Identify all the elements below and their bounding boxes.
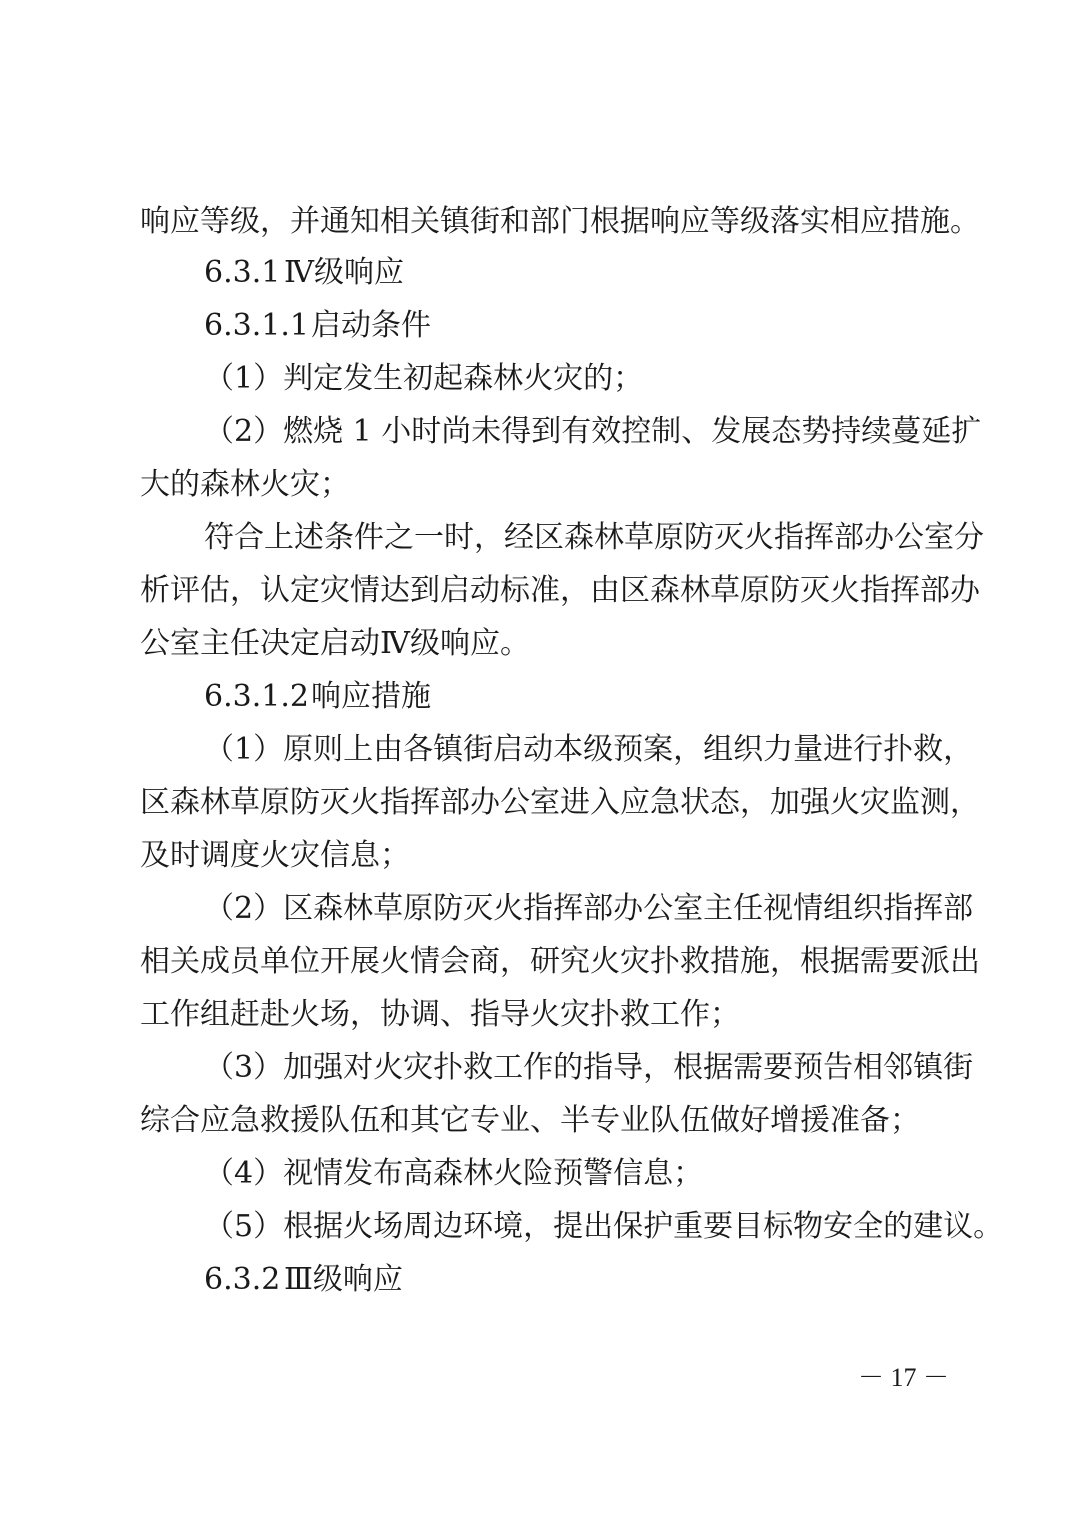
paragraph-line: 公室主任决定启动Ⅳ级响应。 [140,626,530,661]
paragraph-line: 析评估，认定灾情达到启动标准，由区森林草原防灭火指挥部办 [140,573,980,608]
section-title: Ⅳ级响应 [284,255,404,290]
list-item: （5）根据火场周边环境，提出保护重要目标物安全的建议。 [204,1209,1004,1244]
paragraph-line: 符合上述条件之一时，经区森林草原防灭火指挥部办公室分 [204,520,984,555]
section-heading-6-3-2 [204,1260,940,1300]
section-number: 6.3.1.1 [204,308,309,343]
list-item: （1）原则上由各镇街启动本级预案，组织力量进行扑救， [204,732,974,767]
paragraph-line: 区森林草原防灭火指挥部办公室进入应急状态，加强火灾监测， [140,785,980,820]
page-number: － 17 － [858,1363,950,1392]
list-item: （2）燃烧 1 小时尚未得到有效控制、发展态势持续蔓延扩 [204,414,982,449]
section-title: 响应措施 [311,679,431,714]
section-title: 启动条件 [311,308,431,343]
section-number: 6.3.1.2 [204,679,309,714]
list-item: （2）区森林草原防灭火指挥部办公室主任视情组织指挥部 [204,891,974,926]
list-item: （1）判定发生初起森林火灾的； [204,361,644,396]
paragraph-line: 响应等级，并通知相关镇街和部门根据响应等级落实相应措施。 [140,204,980,239]
paragraph-line: 大的森林火灾； [140,467,350,502]
list-item: （3）加强对火灾扑救工作的指导，根据需要预告相邻镇街 [204,1050,974,1085]
paragraph-line: 综合应急救援队伍和其它专业、半专业队伍做好增援准备； [140,1103,920,1138]
list-item: （4）视情发布高森林火险预警信息； [204,1156,704,1191]
paragraph-line: 工作组赶赴火场，协调、指导火灾扑救工作； [140,997,740,1032]
section-heading-6-3-1-2 [204,677,940,717]
paragraph-line: 相关成员单位开展火情会商，研究火灾扑救措施，根据需要派出 [140,944,980,979]
section-heading-6-3-1-1 [204,306,940,346]
section-number: 6.3.1 [204,255,281,290]
section-heading-6-3-1 [204,253,940,293]
paragraph-line: 及时调度火灾信息； [140,838,410,873]
section-number: 6.3.2 [204,1262,281,1297]
section-title: Ⅲ级响应 [284,1262,403,1297]
